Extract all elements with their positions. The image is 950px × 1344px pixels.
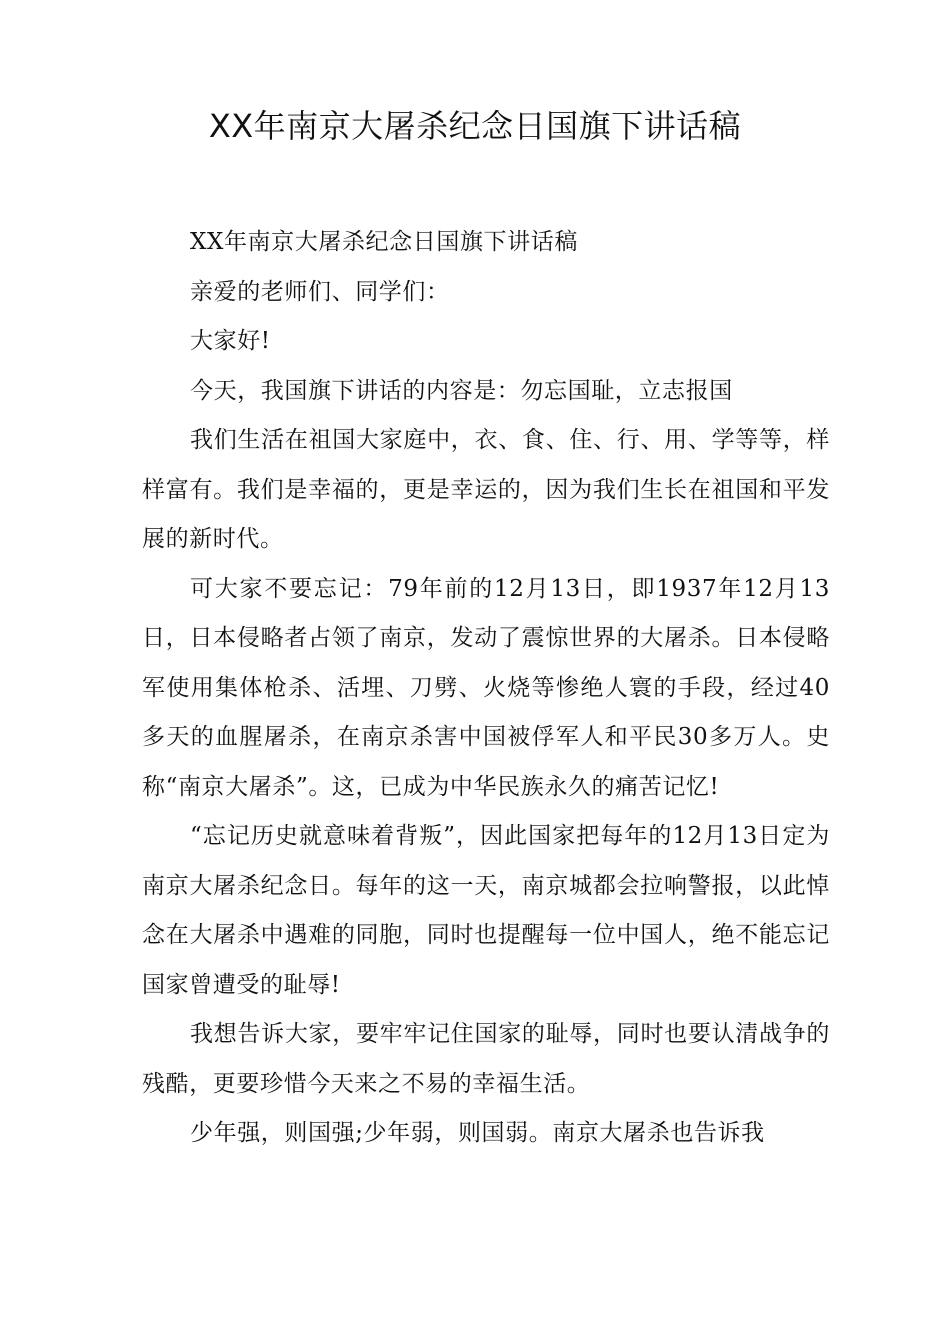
paragraph-heading-repeat: XX年南京大屠杀纪念日国旗下讲话稿 — [190, 229, 578, 255]
paragraph-body: 我想告诉大家，要牢牢记住国家的耻辱，同时也要认清战争的残酷，更要珍惜今天来之不易的幸福生活。 — [142, 1021, 830, 1097]
paragraph-salutation: 亲爱的老师们、同学们： — [190, 278, 450, 305]
paragraph-body: 可大家不要忘记：79年前的12月13日，即1937年12月13日，日本侵略者占领了南京，发动了震惊世界的大屠杀。日本侵略军使用集体枪杀、活埋、刀劈、火烧等惨绝人寰的手段，经过40多天的血腥屠杀，在南京杀害中国被俘军人和平民30多万人。史称“南京大屠杀”。这，已成为中华民族永久的痛苦记忆! — [142, 575, 830, 800]
paragraph-body: 少年强，则国强;少年弱，则国弱。南京大屠杀也告诉我 — [190, 1120, 765, 1146]
paragraph-greeting: 大家好! — [190, 328, 271, 354]
paragraph-body: 我们生活在祖国大家庭中，衣、食、住、行、用、学等等，样样富有。我们是幸福的，更是幸运的，因为我们生长在祖国和平发展的新时代。 — [142, 427, 830, 552]
paragraph-topic: 今天，我国旗下讲话的内容是：勿忘国耻，立志报国 — [190, 377, 733, 404]
paragraph-body: “忘记历史就意味着背叛”，因此国家把每年的12月13日定为南京大屠杀纪念日。每年的这一天，南京城都会拉响警报，以此悼念在大屠杀中遇难的同胞，同时也提醒每一位中国人，绝不能忘记国家曾遭受的耻辱! — [142, 823, 830, 998]
document-body — [142, 218, 830, 1159]
document-title: XX年南京大屠杀纪念日国旗下讲话稿 — [208, 107, 742, 145]
